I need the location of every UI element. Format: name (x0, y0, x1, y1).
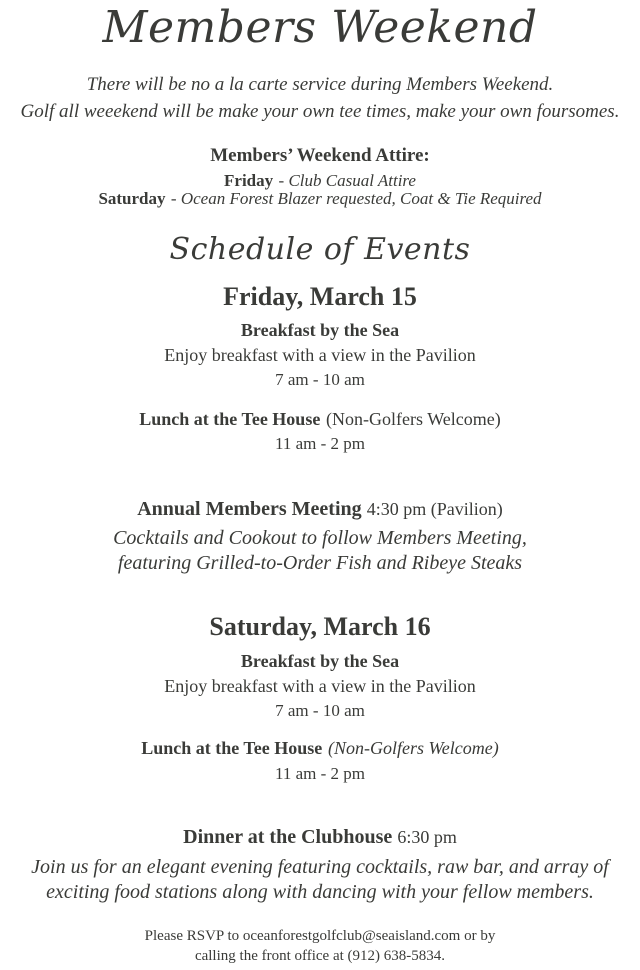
saturday-dinner-title: Dinner at the Clubhouse (183, 826, 393, 848)
intro-line-1: There will be no a la carte service during Members Weekend. (86, 74, 554, 95)
saturday-breakfast-desc: Enjoy breakfast with a view in the Pavilion (164, 676, 476, 696)
friday-meeting-desc-1: Cocktails and Cookout to follow Members Meeting, (113, 527, 527, 549)
saturday-dinner-desc-1: Join us for an elegant evening featuring cocktails, raw bar, and array of (31, 856, 609, 878)
saturday-lunch-note: (Non-Golfers Welcome) (327, 738, 499, 758)
friday-meeting-title: Annual Members Meeting (137, 498, 362, 520)
intro-line-2: Golf all weeekend will be make your own tee times, make your own foursomes. (20, 101, 620, 122)
friday-meeting-desc-2: featuring Grilled-to-Order Fish and Ribeye Steaks (117, 552, 523, 574)
saturday-lunch-title: Lunch at the Tee House (141, 738, 323, 758)
saturday-dinner (0, 826, 640, 849)
friday-lunch-time: 11 am - 2 pm (274, 434, 366, 453)
attire-friday-text: - Club Casual Attire (278, 171, 416, 190)
attire-friday-label: Friday (224, 171, 274, 190)
attire-heading: Members’ Weekend Attire: (210, 145, 430, 166)
friday-lunch-title: Lunch at the Tee House (139, 409, 321, 429)
schedule-heading: Schedule of Events (169, 232, 471, 267)
rsvp-line-1: Please RSVP to oceanforestgolfclub@seaisland.com or by (144, 928, 496, 944)
saturday-heading: Saturday, March 16 (209, 612, 431, 641)
attire-saturday (0, 189, 640, 209)
friday-breakfast-title: Breakfast by the Sea (240, 320, 400, 340)
friday-heading: Friday, March 15 (223, 282, 417, 311)
rsvp-line-2: calling the front office at (912) 638-5834. (194, 948, 446, 964)
page-title: Members Weekend (102, 2, 538, 53)
attire-saturday-text: - Ocean Forest Blazer requested, Coat & Tie Required (170, 189, 542, 208)
saturday-breakfast-title: Breakfast by the Sea (240, 651, 400, 671)
friday-meeting-detail: 4:30 pm (Pavilion) (366, 499, 503, 519)
friday-lunch-note: (Non-Golfers Welcome) (326, 409, 501, 429)
saturday-dinner-detail: 6:30 pm (397, 827, 457, 847)
friday-breakfast-time: 7 am - 10 am (275, 370, 365, 389)
attire-saturday-label: Saturday (98, 189, 166, 208)
saturday-dinner-desc-2: exciting food stations along with dancing with your fellow members. (46, 881, 594, 903)
friday-breakfast-desc: Enjoy breakfast with a view in the Pavilion (164, 345, 476, 365)
saturday-lunch-time: 11 am - 2 pm (274, 764, 366, 783)
saturday-lunch (0, 738, 640, 759)
attire-friday (0, 171, 640, 191)
friday-lunch (0, 409, 640, 430)
friday-meeting (0, 498, 640, 521)
saturday-breakfast-time: 7 am - 10 am (275, 701, 365, 720)
